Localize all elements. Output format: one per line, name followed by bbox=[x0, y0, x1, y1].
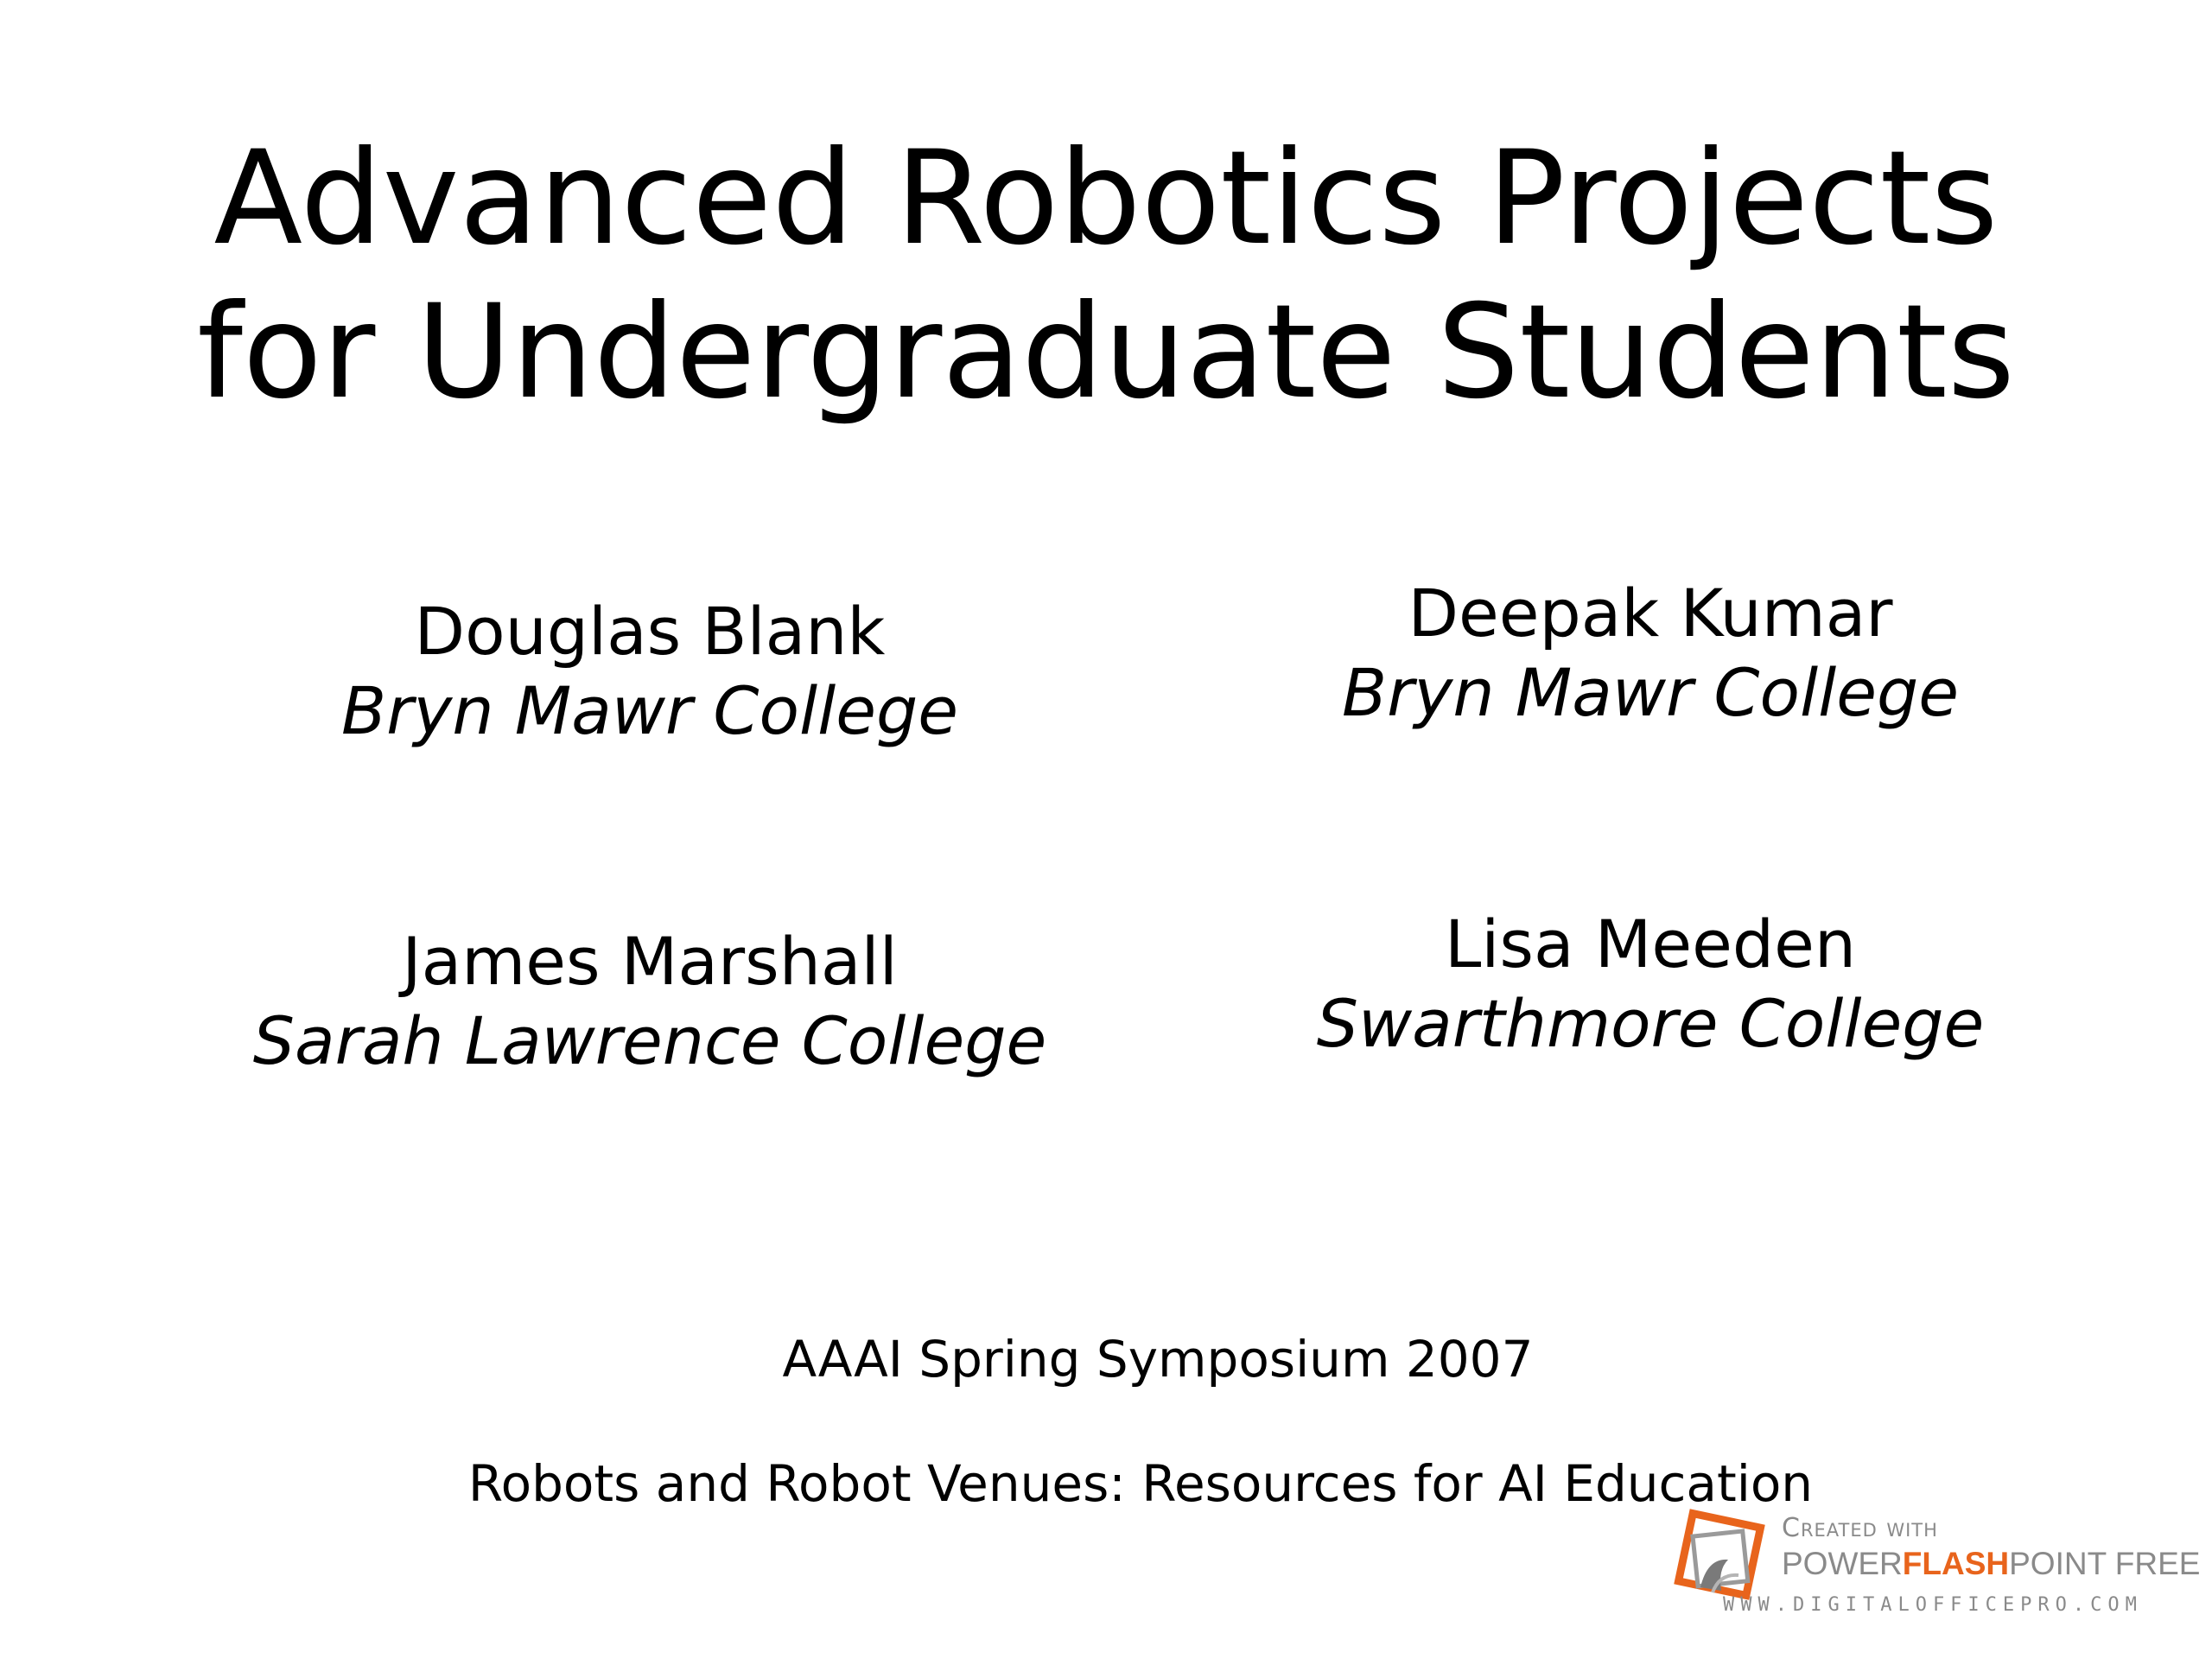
watermark-product-highlight: FLASH bbox=[1902, 1546, 2010, 1581]
author-affiliation: Bryn Mawr College bbox=[1342, 654, 1959, 731]
author-name: James Marshall bbox=[402, 923, 898, 1000]
author-affiliation: Swarthmore College bbox=[1316, 985, 1985, 1062]
watermark-url: WWW.DIGITALOFFICEPRO.COM bbox=[1723, 1594, 2143, 1616]
author-block-deepak-kumar bbox=[1132, 574, 2169, 733]
watermark-product-suffix: POINT FREE bbox=[2009, 1546, 2201, 1581]
venue-line-track: Robots and Robot Venues: Resources for AI Education bbox=[467, 1454, 1814, 1513]
author-block-james-marshall bbox=[131, 922, 1168, 1081]
author-block-douglas-blank bbox=[131, 592, 1168, 751]
author-affiliation: Bryn Mawr College bbox=[341, 672, 958, 749]
author-block-lisa-meeden bbox=[1132, 905, 2169, 1064]
author-name: Douglas Blank bbox=[414, 593, 886, 670]
author-name: Deepak Kumar bbox=[1408, 575, 1893, 652]
author-affiliation: Sarah Lawrence College bbox=[252, 1002, 1047, 1079]
watermark-created-with: Created with bbox=[1782, 1513, 1938, 1543]
watermark-product-name bbox=[1782, 1546, 2200, 1582]
slide-title-line-1: Advanced Robotics Projects bbox=[213, 124, 1999, 274]
powerflashpoint-watermark bbox=[1668, 1508, 2203, 1646]
author-name: Lisa Meeden bbox=[1444, 906, 1857, 982]
venue-line-symposium: AAAI Spring Symposium 2007 bbox=[782, 1330, 1534, 1389]
watermark-product-prefix: POWER bbox=[1782, 1546, 1903, 1581]
slide-title-line-2: for Undergraduate Students bbox=[197, 277, 2015, 428]
